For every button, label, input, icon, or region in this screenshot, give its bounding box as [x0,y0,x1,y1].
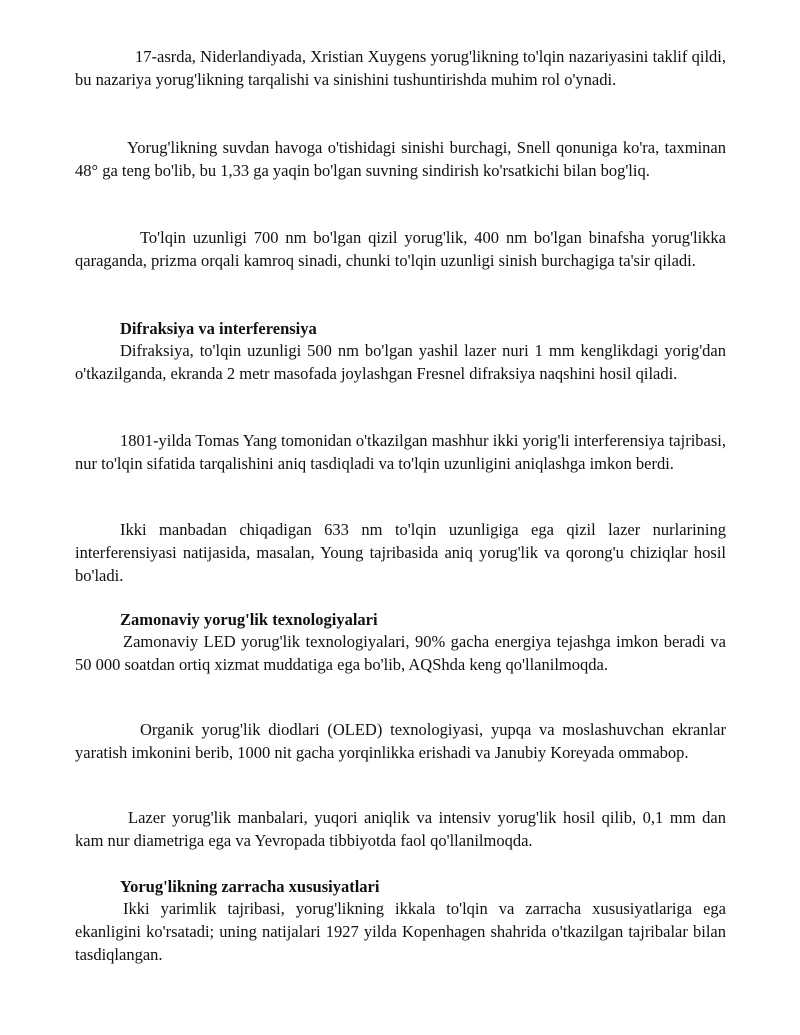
paragraph-interference: Ikki manbadan chiqadigan 633 nm to'lqin uzunligiga ega qizil lazer nurlarining interferensiyasi natijasida, masalan, Young tajribasida aniq yorug'lik va qorong'u chiziqlar hosil bo'ladi. [75,520,726,585]
paragraph-prism: To'lqin uzunligi 700 nm bo'lgan qizil yorug'lik, 400 nm bo'lgan binafsha yorug'likka qaraganda, prizma orqali kamroq sinadi, chunki to'lqin uzunligi sinish burchagiga ta'sir qiladi. [75,228,726,270]
paragraph-huygens: 17-asrda, Niderlandiyada, Xristian Xuygens yorug'likning to'lqin nazariyasini taklif qildi, bu nazariya yorug'likning tarqalishi va sinishini tushuntirishda muhim rol o'ynadi. [75,47,726,89]
paragraph-snell: Yorug'likning suvdan havoga o'tishidagi sinishi burchagi, Snell qonuniga ko'ra, taxminan 48° ga teng bo'lib, bu 1,33 ga yaqin bo'lgan suvning sindirish ko'rsatkichi bilan bog'liq. [75,138,726,180]
paragraph-diffraction: Difraksiya, to'lqin uzunligi 500 nm bo'lgan yashil lazer nuri 1 mm kenglikdagi yorig'dan o'tkazilganda, ekranda 2 metr masofada joylashgan Fresnel difraksiya naqshini hosil qiladi. [75,341,726,383]
section-heading-diffraction: Difraksiya va interferensiya [120,319,317,338]
paragraph-led: Zamonaviy LED yorug'lik texnologiyalari, 90% gacha energiya tejashga imkon beradi va 50 000 soatdan ortiq xizmat muddatiga ega bo'lib, AQShda keng qo'llanilmoqda. [75,632,726,674]
paragraph-oled: Organik yorug'lik diodlari (OLED) texnologiyasi, yupqa va moslashuvchan ekranlar yaratish imkonini berib, 1000 nit gacha yorqinlikka erishadi va Janubiy Koreyada ommabop. [75,720,726,762]
paragraph-laser: Lazer yorug'lik manbalari, yuqori aniqlik va intensiv yorug'lik hosil qilib, 0,1 mm dan kam nur diametriga ega va Yevropada tibbiyotda faol qo'llanilmoqda. [75,808,726,850]
section-heading-particle: Yorug'likning zarracha xususiyatlari [120,877,380,896]
paragraph-young-1801: 1801-yilda Tomas Yang tomonidan o'tkazilgan mashhur ikki yorig'li interferensiya tajribasi, nur to'lqin sifatida tarqalishini aniq tasdiqladi va to'lqin uzunligini aniqlashga imkon berdi. [75,431,726,473]
section-heading-technologies: Zamonaviy yorug'lik texnologiyalari [120,610,378,629]
paragraph-double-slit: Ikki yarimlik tajribasi, yorug'likning ikkala to'lqin va zarracha xususiyatlariga ega ekanligini ko'rsatadi; uning natijalari 1927 yilda Kopenhagen shahrida o'tkazilgan tajribalar bilan tasdiqlangan. [75,899,726,964]
